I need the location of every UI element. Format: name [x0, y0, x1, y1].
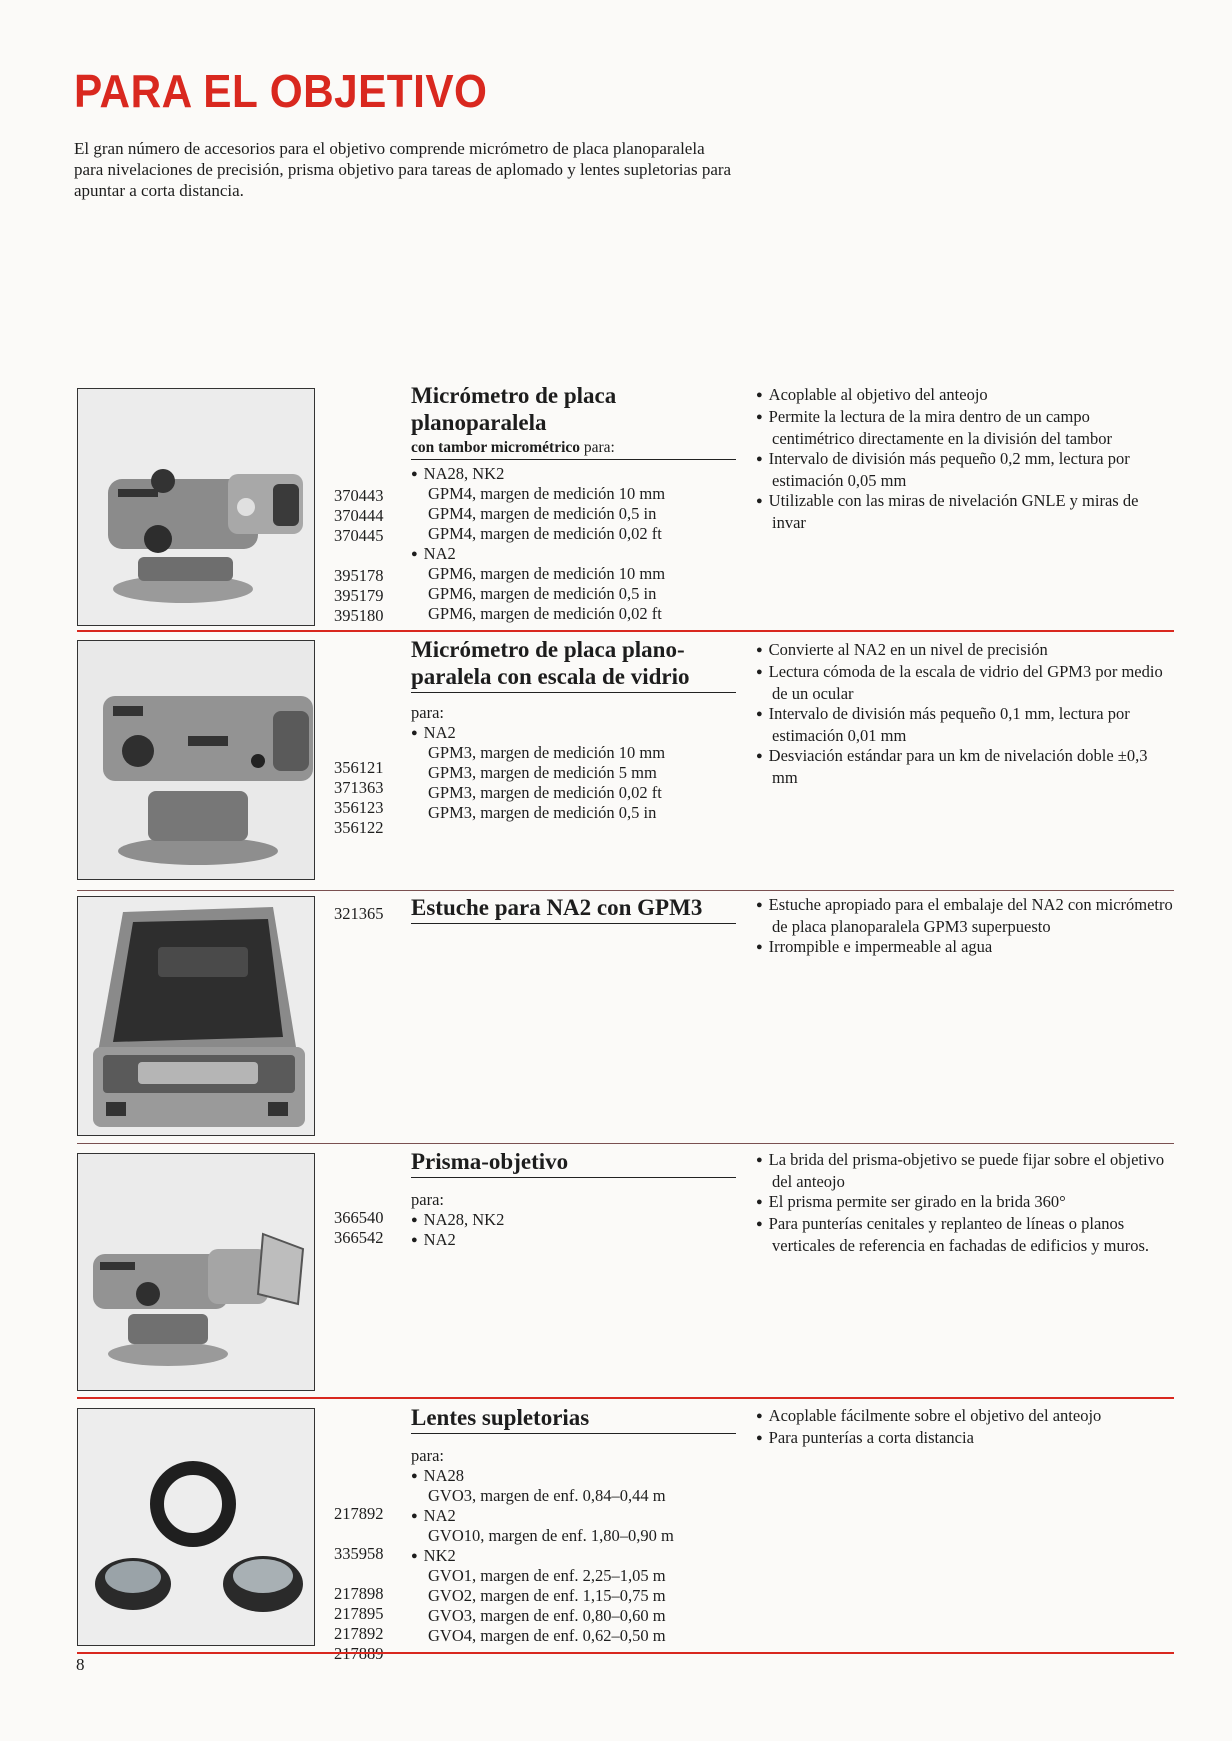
product-title: Micrómetro de placa plano- paralela con escala de vidrio: [411, 636, 736, 693]
order-code: 395178: [334, 566, 384, 585]
model-line: ● NA28, NK2: [411, 1210, 736, 1230]
feature-item: ● Estuche apropiado para el embalaje del NA2 con micrómetro de placa planoparalela GPM3 superpuesto: [756, 895, 1174, 937]
para-label: para:: [411, 1446, 444, 1465]
spec-line: GPM3, margen de medición 0,02 ft: [428, 783, 662, 802]
product-description-s4: [411, 1148, 736, 1250]
order-code: 370444: [334, 506, 384, 525]
section-divider: [77, 1397, 1174, 1399]
model-line: ● NA28, NK2: [411, 464, 736, 484]
feature-item: ● El prisma permite ser girado en la brida 360°: [756, 1192, 1174, 1214]
level-with-micrometer-photo: [77, 388, 315, 626]
level-with-prism-photo: [77, 1153, 315, 1391]
order-codes-s2: [334, 738, 400, 838]
feature-item: ● Lectura cómoda de la escala de vidrio del GPM3 por medio de un ocular: [756, 662, 1174, 704]
product-title: Prisma-objetivo: [411, 1148, 736, 1178]
order-code: 217892: [334, 1624, 384, 1643]
spec-line: GVO1, margen de enf. 2,25–1,05 m: [428, 1566, 666, 1585]
product-title: Lentes supletorias: [411, 1404, 736, 1434]
order-code: 371363: [334, 778, 384, 797]
product-description-s3: [411, 894, 736, 926]
feature-item: ● Permite la lectura de la mira dentro de un campo centimétrico directamente en la división del tambor: [756, 407, 1174, 449]
order-codes-s3: [334, 904, 400, 924]
model-line: ● NA2: [411, 1230, 736, 1250]
feature-item: ● Irrompible e impermeable al agua: [756, 937, 1174, 959]
spec-line: GVO2, margen de enf. 1,15–0,75 m: [428, 1586, 666, 1605]
page-number: 8: [76, 1655, 85, 1674]
order-code: 217895: [334, 1604, 384, 1623]
product-subtitle: con tambor micrométrico para:: [411, 438, 736, 460]
spec-line: GPM4, margen de medición 0,02 ft: [428, 524, 662, 543]
order-code: 395179: [334, 586, 384, 605]
feature-item: ● Para punterías cenitales y replanteo de líneas o planos verticales de referencia en fachadas de edificios y muros.: [756, 1214, 1174, 1256]
spec-line: GVO4, margen de enf. 0,62–0,50 m: [428, 1626, 666, 1645]
feature-list-s2: [756, 640, 1174, 788]
order-code: 395180: [334, 606, 384, 625]
order-code: 366542: [334, 1228, 384, 1247]
para-label: para:: [411, 1190, 444, 1209]
spec-line: GPM6, margen de medición 10 mm: [428, 564, 666, 583]
feature-list-s4: [756, 1150, 1174, 1256]
order-code: 370445: [334, 526, 384, 545]
spec-line: GPM3, margen de medición 0,5 in: [428, 803, 657, 822]
spec-line: GPM6, margen de medición 0,5 in: [428, 584, 657, 603]
feature-item: ● Intervalo de división más pequeño 0,2 mm, lectura por estimación 0,05 mm: [756, 449, 1174, 491]
product-description-s1: [411, 382, 736, 624]
order-codes-s4: [334, 1208, 400, 1248]
order-code: 366540: [334, 1208, 384, 1227]
para-label: para:: [411, 703, 444, 722]
spec-line: GVO3, margen de enf. 0,84–0,44 m: [428, 1486, 666, 1505]
feature-item: ● La brida del prisma-objetivo se puede fijar sobre el objetivo del anteojo: [756, 1150, 1174, 1192]
feature-item: ● Desviación estándar para un km de nivelación doble ±0,3 mm: [756, 746, 1174, 788]
model-line: ● NA2: [411, 723, 736, 743]
spec-line: GPM3, margen de medición 5 mm: [428, 763, 657, 782]
spec-line: GPM6, margen de medición 0,02 ft: [428, 604, 662, 623]
order-code: [334, 738, 400, 758]
order-codes-s1: [334, 466, 400, 626]
product-title: Micrómetro de placa planoparalela: [411, 383, 617, 435]
section-divider: [77, 1143, 1174, 1144]
level-with-glass-scale-photo: [77, 640, 315, 880]
spec-line: GVO10, margen de enf. 1,80–0,90 m: [428, 1526, 674, 1545]
order-code: 217898: [334, 1584, 384, 1603]
order-code: 335958: [334, 1544, 384, 1563]
section-divider: [77, 630, 1174, 632]
order-code: [334, 1484, 400, 1504]
order-code: 321365: [334, 904, 384, 923]
feature-item: ● Utilizable con las miras de nivelación GNLE y miras de invar: [756, 491, 1174, 533]
model-line: ● NA2: [411, 1506, 736, 1526]
order-code: 356122: [334, 818, 384, 837]
page-title: PARA EL OBJETIVO: [74, 65, 488, 117]
feature-item: ● Acoplable al objetivo del anteojo: [756, 385, 1174, 407]
product-description-s2: [411, 636, 736, 823]
spec-line: GPM3, margen de medición 10 mm: [428, 743, 666, 762]
spec-line: GPM4, margen de medición 0,5 in: [428, 504, 657, 523]
section-divider: [77, 890, 1174, 891]
feature-item: ● Intervalo de división más pequeño 0,1 mm, lectura por estimación 0,01 mm: [756, 704, 1174, 746]
order-codes-s5: [334, 1484, 400, 1664]
intro-paragraph: El gran número de accesorios para el objetivo comprende micrómetro de placa planoparalela para nivelaciones de precisión, prisma objetivo para tareas de aplomado y lentes supletorias para apuntar a corta distancia.: [74, 139, 732, 200]
order-code: [334, 466, 400, 486]
order-code: 356121: [334, 758, 384, 777]
order-code: 370443: [334, 486, 384, 505]
carrying-case-photo: [77, 896, 315, 1136]
feature-item: ● Acoplable fácilmente sobre el objetivo del anteojo: [756, 1406, 1174, 1428]
order-code: 217892: [334, 1504, 384, 1523]
feature-list-s1: [756, 385, 1174, 533]
product-title: Estuche para NA2 con GPM3: [411, 894, 736, 924]
spec-line: GVO3, margen de enf. 0,80–0,60 m: [428, 1606, 666, 1625]
order-code: [334, 1564, 400, 1584]
model-line: ● NK2: [411, 1546, 736, 1566]
order-code: [334, 1644, 400, 1664]
section-divider: [77, 1652, 1174, 1654]
model-line: ● NA28: [411, 1466, 736, 1486]
order-code: [334, 546, 400, 566]
order-code: 356123: [334, 798, 384, 817]
spec-line: GPM4, margen de medición 10 mm: [428, 484, 666, 503]
model-line: ● NA2: [411, 544, 736, 564]
order-code: [334, 1524, 400, 1544]
feature-list-s3: [756, 895, 1174, 959]
supplementary-lenses-photo: [77, 1408, 315, 1646]
feature-item: ● Para punterías a corta distancia: [756, 1428, 1174, 1450]
feature-item: ● Convierte al NA2 en un nivel de precisión: [756, 640, 1174, 662]
product-description-s5: [411, 1404, 736, 1646]
feature-list-s5: [756, 1406, 1174, 1450]
